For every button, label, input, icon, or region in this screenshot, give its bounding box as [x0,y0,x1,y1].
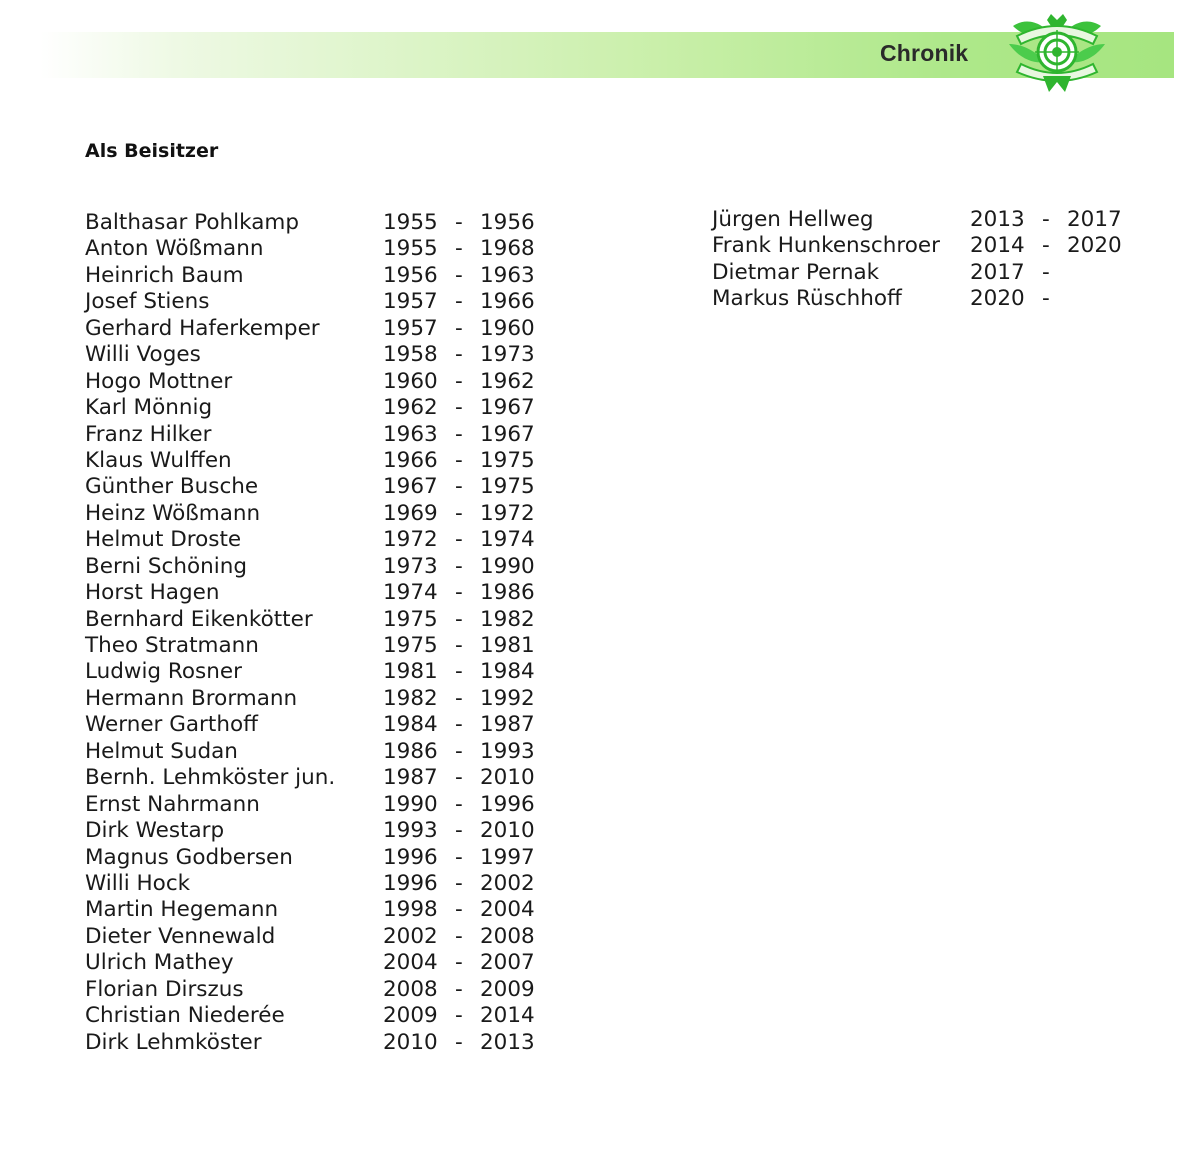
member-name: Theo Stratmann [85,633,259,658]
member-name: Willi Voges [85,342,201,368]
member-from: 1974 [383,580,438,606]
member-name: Franz Hilker [85,421,212,447]
member-to: 2010 [480,765,535,791]
member-dash: - [455,500,463,526]
member-name: Martin Hegemann [85,897,279,923]
member-from: 1967 [383,474,438,500]
member-name: Ernst Nahrmann [85,791,260,817]
member-dash: - [1042,233,1050,259]
member-from: 1993 [383,818,438,844]
member-dash: - [455,421,463,447]
member-from: 1956 [383,262,438,288]
member-from: 1960 [383,368,438,394]
member-dash: - [455,553,463,579]
member-name: Jürgen Hellweg [712,207,874,232]
member-name: Bernh. Lehmköster jun. [85,765,336,791]
member-to: 1986 [480,580,535,606]
member-to: 1982 [480,606,535,632]
member-from: 1996 [383,870,438,896]
member-name: Markus Rüschhoff [712,286,902,312]
member-dash: - [455,580,463,606]
member-name: Dirk Lehmköster [85,1029,262,1055]
member-dash: - [455,289,463,315]
member-name: Dietmar Pernak [712,259,880,285]
member-to: 1981 [480,633,535,658]
member-dash: - [455,976,463,1002]
member-to: 2009 [480,976,535,1002]
member-name: Anton Wößmann [85,236,264,262]
member-to: 2007 [480,950,535,976]
member-from: 1973 [383,553,438,579]
member-to: 1960 [480,315,535,341]
member-to: 1973 [480,342,535,368]
member-to: 2013 [480,1029,535,1055]
member-from: 1998 [383,897,438,923]
member-name: Werner Garthoff [85,712,258,738]
member-to: 1992 [480,685,535,711]
member-from: 1972 [383,527,438,553]
member-name: Heinz Wößmann [85,500,261,526]
member-dash: - [455,633,463,658]
member-from: 2010 [383,1029,438,1055]
member-to: 1984 [480,659,535,685]
member-from: 1957 [383,289,438,315]
member-to: 1962 [480,368,535,394]
member-dash: - [455,738,463,764]
member-dash: - [455,870,463,896]
member-from: 1986 [383,738,438,764]
member-name: Balthasar Pohlkamp [85,210,299,235]
member-name: Florian Dirszus [85,976,244,1002]
member-from: 2009 [383,1003,438,1029]
member-from: 1990 [383,791,438,817]
member-name: Magnus Godbersen [85,844,293,870]
member-from: 1962 [383,395,438,421]
member-name: Dieter Vennewald [85,923,276,949]
member-to: 2004 [480,897,535,923]
member-dash: - [455,342,463,368]
member-from: 1987 [383,765,438,791]
member-to: 2020 [1067,233,1122,259]
member-to: 2014 [480,1003,535,1029]
member-name: Ulrich Mathey [85,950,234,976]
member-name: Josef Stiens [85,289,210,315]
member-dash: - [455,606,463,632]
member-dash: - [1042,286,1050,312]
member-dash: - [1042,259,1050,285]
member-name: Helmut Droste [85,527,242,553]
member-dash: - [455,765,463,791]
member-to: 1963 [480,262,535,288]
member-name: Bernhard Eikenkötter [85,606,313,632]
member-name: Ludwig Rosner [85,659,242,685]
member-to: 2002 [480,870,535,896]
member-from: 1982 [383,685,438,711]
member-dash: - [455,659,463,685]
member-dash: - [455,950,463,976]
member-from: 2004 [383,950,438,976]
member-to: 1987 [480,712,535,738]
member-to: 1975 [480,474,535,500]
member-from: 1955 [383,210,438,235]
guild-emblem-icon [1003,14,1111,94]
member-dash: - [455,447,463,473]
member-dash: - [455,474,463,500]
member-from: 1975 [383,606,438,632]
member-name: Heinrich Baum [85,262,244,288]
member-dash: - [455,1029,463,1055]
member-to: 1967 [480,421,535,447]
member-to: 2010 [480,818,535,844]
member-dash: - [455,527,463,553]
member-from: 1955 [383,236,438,262]
member-dash: - [455,818,463,844]
member-from: 1975 [383,633,438,658]
member-dash: - [455,236,463,262]
member-from: 1958 [383,342,438,368]
member-to: 1990 [480,553,535,579]
member-name: Klaus Wulffen [85,447,232,473]
member-from: 1981 [383,659,438,685]
member-from: 2014 [970,233,1025,259]
member-name: Günther Busche [85,474,259,500]
member-dash: - [455,685,463,711]
page-header-title: Chronik [880,40,969,66]
member-dash: - [455,395,463,421]
member-name: Christian Niederée [85,1003,285,1029]
member-name: Helmut Sudan [85,738,238,764]
member-to: 1956 [480,210,535,235]
member-to: 1993 [480,738,535,764]
member-dash: - [455,791,463,817]
member-dash: - [455,897,463,923]
member-to: 1968 [480,236,535,262]
section-title: Als Beisitzer [85,140,219,162]
member-from: 1963 [383,421,438,447]
member-from: 1969 [383,500,438,526]
member-from: 2020 [970,286,1025,312]
member-from: 2013 [970,207,1025,232]
member-from: 1984 [383,712,438,738]
member-dash: - [455,712,463,738]
member-dash: - [455,262,463,288]
member-from: 1957 [383,315,438,341]
member-to: 1975 [480,447,535,473]
member-to: 1966 [480,289,535,315]
member-name: Dirk Westarp [85,818,225,844]
member-name: Berni Schöning [85,553,247,579]
member-name: Hogo Mottner [85,368,233,394]
member-dash: - [455,1003,463,1029]
member-name: Gerhard Haferkemper [85,315,320,341]
member-to: 1972 [480,500,535,526]
member-to: 1974 [480,527,535,553]
member-dash: - [455,923,463,949]
member-from: 2002 [383,923,438,949]
member-to: 1967 [480,395,535,421]
member-name: Willi Hock [85,870,191,896]
member-from: 1966 [383,447,438,473]
member-name: Frank Hunkenschroer [712,233,940,259]
member-name: Horst Hagen [85,580,220,606]
member-from: 1996 [383,844,438,870]
member-name: Karl Mönnig [85,395,213,421]
member-dash: - [455,210,463,235]
member-dash: - [1042,207,1050,232]
member-to: 1997 [480,844,535,870]
member-to: 1996 [480,791,535,817]
member-dash: - [455,315,463,341]
member-from: 2017 [970,259,1025,285]
member-dash: - [455,368,463,394]
member-from: 2008 [383,976,438,1002]
member-to: 2008 [480,923,535,949]
member-name: Hermann Brormann [85,685,298,711]
member-dash: - [455,844,463,870]
member-to: 2017 [1067,207,1122,232]
